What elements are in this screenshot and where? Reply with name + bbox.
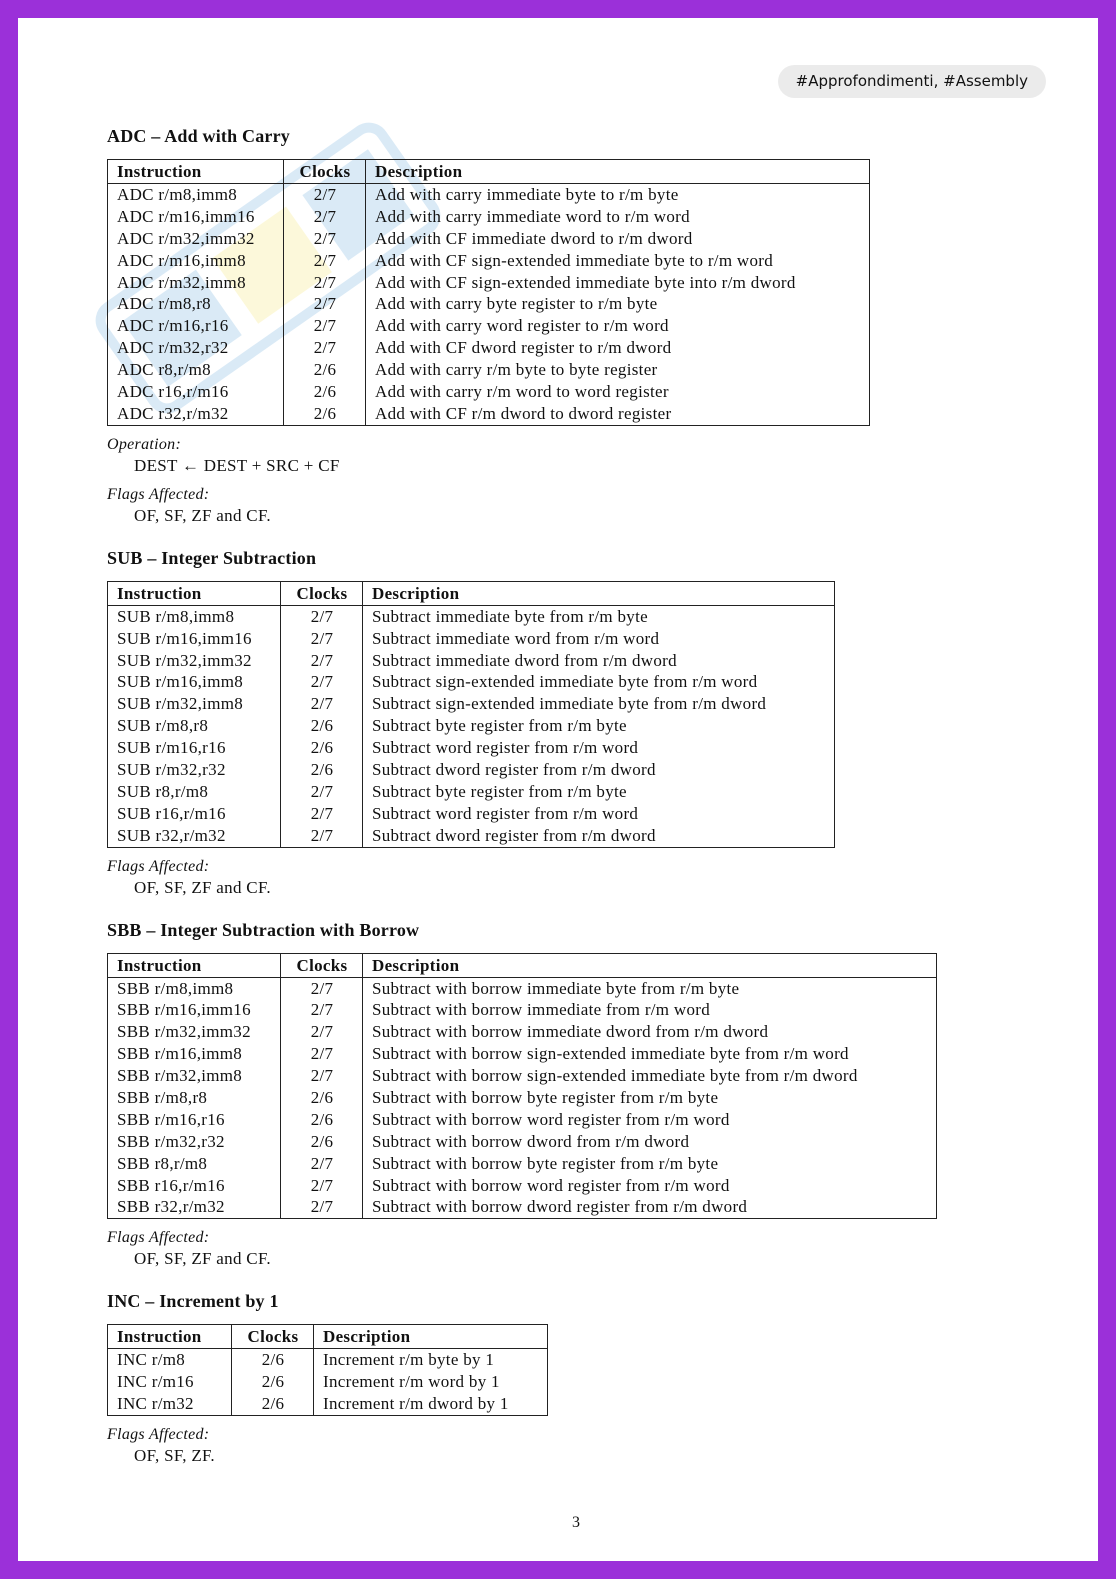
- section-sub: [107, 548, 1007, 898]
- cell-instruction: SBB r/m32,r32: [117, 1131, 225, 1151]
- cell-description: Subtract with borrow immediate byte from r/m byte: [363, 977, 937, 999]
- table-row: [108, 605, 835, 627]
- cell-description: Add with CF dword register to r/m dword: [366, 337, 870, 359]
- table-row: [108, 1043, 937, 1065]
- cell-instruction: SBB r/m16,r16: [117, 1109, 225, 1129]
- cell-clocks: 2/7: [284, 206, 366, 228]
- cell-instruction: SBB r16,r/m16: [117, 1175, 225, 1195]
- table-row: [108, 1349, 548, 1371]
- cell-instruction: SUB r/m8,r8: [117, 716, 209, 736]
- col-clocks: Clocks: [232, 1325, 314, 1349]
- col-instruction: Instruction: [108, 160, 284, 184]
- cell-instruction: ADC r/m8,r8: [117, 294, 211, 314]
- table-row: [108, 359, 870, 381]
- cell-description: Subtract with borrow dword from r/m dword: [363, 1131, 937, 1153]
- table-row: [108, 337, 870, 359]
- table-row: [108, 715, 835, 737]
- cell-instruction: SUB r/m16,r16: [117, 738, 226, 758]
- table-row: [108, 1393, 548, 1415]
- operation-label: Operation:: [107, 435, 182, 453]
- table-row: [108, 1065, 937, 1087]
- cell-description: Subtract with borrow sign-extended immediate byte from r/m dword: [363, 1065, 937, 1087]
- table-header-row: [108, 1325, 548, 1349]
- table-row: [108, 1131, 937, 1153]
- cell-instruction: SBB r8,r/m8: [117, 1153, 208, 1173]
- table-row: [108, 293, 870, 315]
- col-instruction: Instruction: [108, 1325, 232, 1349]
- flags-label: Flags Affected:: [107, 485, 210, 503]
- cell-instruction: SBB r/m16,imm8: [117, 1044, 243, 1064]
- cell-description: Subtract with borrow word register from r/m word: [363, 1109, 937, 1131]
- sub-table: [107, 581, 835, 848]
- cell-instruction: ADC r8,r/m8: [117, 360, 211, 380]
- cell-description: Subtract immediate dword from r/m dword: [363, 650, 835, 672]
- cell-clocks: 2/7: [281, 781, 363, 803]
- section-title: SBB – Integer Subtraction with Borrow: [107, 919, 420, 940]
- cell-instruction: SUB r32,r/m32: [117, 825, 226, 845]
- cell-clocks: 2/6: [281, 1131, 363, 1153]
- cell-instruction: SBB r/m32,imm32: [117, 1022, 251, 1042]
- table-row: [108, 403, 870, 425]
- table-row: [108, 1175, 937, 1197]
- cell-clocks: 2/6: [232, 1393, 314, 1415]
- table-row: [108, 1153, 937, 1175]
- table-row: [108, 250, 870, 272]
- table-row: [108, 628, 835, 650]
- cell-description: Subtract immediate byte from r/m byte: [363, 605, 835, 627]
- cell-clocks: 2/7: [281, 825, 363, 847]
- flags-value: OF, SF, ZF and CF.: [134, 1249, 271, 1269]
- cell-clocks: 2/7: [284, 228, 366, 250]
- cell-description: Add with CF sign-extended immediate byte to r/m word: [366, 250, 870, 272]
- cell-instruction: SUB r/m8,imm8: [117, 606, 235, 626]
- table-row: [108, 737, 835, 759]
- cell-clocks: 2/7: [284, 293, 366, 315]
- cell-clocks: 2/6: [281, 737, 363, 759]
- table-row: [108, 1021, 937, 1043]
- cell-description: Subtract byte register from r/m byte: [363, 781, 835, 803]
- cell-instruction: SUB r/m32,r32: [117, 759, 226, 779]
- cell-instruction: SUB r/m16,imm16: [117, 628, 252, 648]
- cell-description: Increment r/m byte by 1: [314, 1349, 548, 1371]
- col-instruction: Instruction: [108, 581, 281, 605]
- col-instruction: Instruction: [108, 953, 281, 977]
- table-row: [108, 977, 937, 999]
- cell-clocks: 2/7: [281, 628, 363, 650]
- table-row: [108, 650, 835, 672]
- cell-description: Subtract immediate word from r/m word: [363, 628, 835, 650]
- cell-instruction: SBB r/m8,r8: [117, 1087, 208, 1107]
- cell-instruction: INC r/m32: [117, 1394, 194, 1414]
- col-description: Description: [363, 581, 835, 605]
- col-description: Description: [314, 1325, 548, 1349]
- cell-clocks: 2/6: [284, 381, 366, 403]
- cell-clocks: 2/6: [281, 1109, 363, 1131]
- cell-description: Subtract with borrow word register from r/m word: [363, 1175, 937, 1197]
- flags-value: OF, SF, ZF and CF.: [134, 877, 271, 897]
- cell-instruction: SBB r/m8,imm8: [117, 978, 234, 998]
- cell-description: Subtract word register from r/m word: [363, 737, 835, 759]
- cell-clocks: 2/6: [281, 1087, 363, 1109]
- table-row: [108, 228, 870, 250]
- cell-clocks: 2/7: [281, 605, 363, 627]
- operation-formula: DEST ← DEST + SRC + CF: [134, 455, 340, 475]
- table-row: [108, 272, 870, 294]
- cell-instruction: ADC r/m16,r16: [117, 316, 229, 336]
- cell-instruction: ADC r/m32,r32: [117, 338, 229, 358]
- section-adc: [107, 126, 1007, 526]
- cell-description: Subtract sign-extended immediate byte from r/m word: [363, 671, 835, 693]
- cell-clocks: 2/7: [284, 184, 366, 206]
- cell-description: Subtract with borrow byte register from r/m byte: [363, 1153, 937, 1175]
- cell-clocks: 2/6: [281, 715, 363, 737]
- cell-instruction: INC r/m16: [117, 1372, 194, 1392]
- inc-table: [107, 1324, 548, 1416]
- section-title: SUB – Integer Subtraction: [107, 547, 317, 568]
- cell-description: Subtract byte register from r/m byte: [363, 715, 835, 737]
- cell-clocks: 2/7: [281, 1021, 363, 1043]
- cell-description: Subtract with borrow dword register from r/m dword: [363, 1197, 937, 1219]
- table-row: [108, 1371, 548, 1393]
- cell-instruction: SBB r32,r/m32: [117, 1197, 225, 1217]
- cell-instruction: ADC r/m16,imm16: [117, 206, 255, 226]
- table-row: [108, 781, 835, 803]
- flags-value: OF, SF, ZF and CF.: [134, 505, 271, 525]
- table-header-row: [108, 160, 870, 184]
- cell-instruction: SUB r8,r/m8: [117, 781, 209, 801]
- section-sbb: [107, 920, 1007, 1270]
- cell-clocks: 2/7: [281, 1197, 363, 1219]
- cell-clocks: 2/7: [281, 803, 363, 825]
- table-row: [108, 184, 870, 206]
- section-inc: [107, 1291, 1007, 1466]
- cell-description: Subtract sign-extended immediate byte from r/m dword: [363, 693, 835, 715]
- cell-instruction: ADC r32,r/m32: [117, 403, 229, 423]
- cell-instruction: ADC r/m32,imm8: [117, 272, 246, 292]
- cell-clocks: 2/7: [281, 1175, 363, 1197]
- cell-instruction: SUB r/m16,imm8: [117, 672, 244, 692]
- cell-clocks: 2/7: [284, 337, 366, 359]
- cell-description: Add with CF r/m dword to dword register: [366, 403, 870, 425]
- section-title: ADC – Add with Carry: [107, 126, 291, 146]
- flags-label: Flags Affected:: [107, 1229, 210, 1247]
- cell-instruction: ADC r/m8,imm8: [117, 184, 238, 204]
- cell-clocks: 2/6: [284, 403, 366, 425]
- cell-instruction: SUB r16,r/m16: [117, 803, 226, 823]
- section-title: INC – Increment by 1: [107, 1291, 279, 1312]
- cell-clocks: 2/7: [284, 272, 366, 294]
- table-row: [108, 1087, 937, 1109]
- document-content: [107, 126, 1007, 1480]
- header-tags: #Approfondimenti, #Assembly: [778, 65, 1046, 98]
- table-row: [108, 803, 835, 825]
- cell-clocks: 2/7: [281, 650, 363, 672]
- col-description: Description: [366, 160, 870, 184]
- col-description: Description: [363, 953, 937, 977]
- cell-description: Add with carry immediate word to r/m word: [366, 206, 870, 228]
- flags-value: OF, SF, ZF.: [134, 1446, 215, 1466]
- cell-description: Subtract word register from r/m word: [363, 803, 835, 825]
- sbb-table: [107, 953, 937, 1220]
- table-row: [108, 759, 835, 781]
- cell-instruction: SUB r/m32,imm8: [117, 694, 244, 714]
- cell-instruction: SBB r/m32,imm8: [117, 1066, 243, 1086]
- table-row: [108, 1197, 937, 1219]
- cell-clocks: 2/7: [281, 999, 363, 1021]
- table-row: [108, 1109, 937, 1131]
- cell-description: Add with CF immediate dword to r/m dword: [366, 228, 870, 250]
- col-clocks: Clocks: [281, 953, 363, 977]
- cell-description: Add with carry word register to r/m word: [366, 315, 870, 337]
- cell-description: Subtract with borrow sign-extended immediate byte from r/m word: [363, 1043, 937, 1065]
- cell-description: Add with carry r/m byte to byte register: [366, 359, 870, 381]
- cell-clocks: 2/7: [281, 671, 363, 693]
- flags-label: Flags Affected:: [107, 1426, 210, 1444]
- cell-clocks: 2/7: [284, 315, 366, 337]
- cell-description: Add with carry byte register to r/m byte: [366, 293, 870, 315]
- cell-clocks: 2/6: [232, 1349, 314, 1371]
- cell-clocks: 2/7: [281, 1065, 363, 1087]
- table-row: [108, 315, 870, 337]
- cell-description: Subtract with borrow immediate dword from r/m dword: [363, 1021, 937, 1043]
- cell-instruction: INC r/m8: [117, 1350, 186, 1370]
- cell-instruction: ADC r/m32,imm32: [117, 228, 255, 248]
- table-row: [108, 381, 870, 403]
- cell-description: Increment r/m word by 1: [314, 1371, 548, 1393]
- table-row: [108, 999, 937, 1021]
- cell-description: Add with carry immediate byte to r/m byte: [366, 184, 870, 206]
- cell-description: Subtract with borrow immediate from r/m word: [363, 999, 937, 1021]
- table-row: [108, 693, 835, 715]
- cell-description: Subtract with borrow byte register from r/m byte: [363, 1087, 937, 1109]
- cell-instruction: SBB r/m16,imm16: [117, 1000, 251, 1020]
- page-number: 3: [572, 1514, 580, 1531]
- cell-clocks: 2/6: [284, 359, 366, 381]
- cell-description: Add with CF sign-extended immediate byte into r/m dword: [366, 272, 870, 294]
- cell-description: Subtract dword register from r/m dword: [363, 759, 835, 781]
- table-row: [108, 825, 835, 847]
- table-header-row: [108, 581, 835, 605]
- col-clocks: Clocks: [284, 160, 366, 184]
- cell-clocks: 2/7: [281, 693, 363, 715]
- cell-instruction: ADC r/m16,imm8: [117, 250, 246, 270]
- cell-clocks: 2/7: [284, 250, 366, 272]
- cell-clocks: 2/7: [281, 977, 363, 999]
- cell-clocks: 2/7: [281, 1043, 363, 1065]
- cell-description: Subtract dword register from r/m dword: [363, 825, 835, 847]
- cell-description: Increment r/m dword by 1: [314, 1393, 548, 1415]
- cell-clocks: 2/7: [281, 1153, 363, 1175]
- adc-table: [107, 159, 870, 426]
- cell-description: Add with carry r/m word to word register: [366, 381, 870, 403]
- cell-instruction: SUB r/m32,imm32: [117, 650, 252, 670]
- table-header-row: [108, 953, 937, 977]
- col-clocks: Clocks: [281, 581, 363, 605]
- cell-clocks: 2/6: [281, 759, 363, 781]
- cell-clocks: 2/6: [232, 1371, 314, 1393]
- table-row: [108, 206, 870, 228]
- flags-label: Flags Affected:: [107, 857, 210, 875]
- table-row: [108, 671, 835, 693]
- cell-instruction: ADC r16,r/m16: [117, 381, 229, 401]
